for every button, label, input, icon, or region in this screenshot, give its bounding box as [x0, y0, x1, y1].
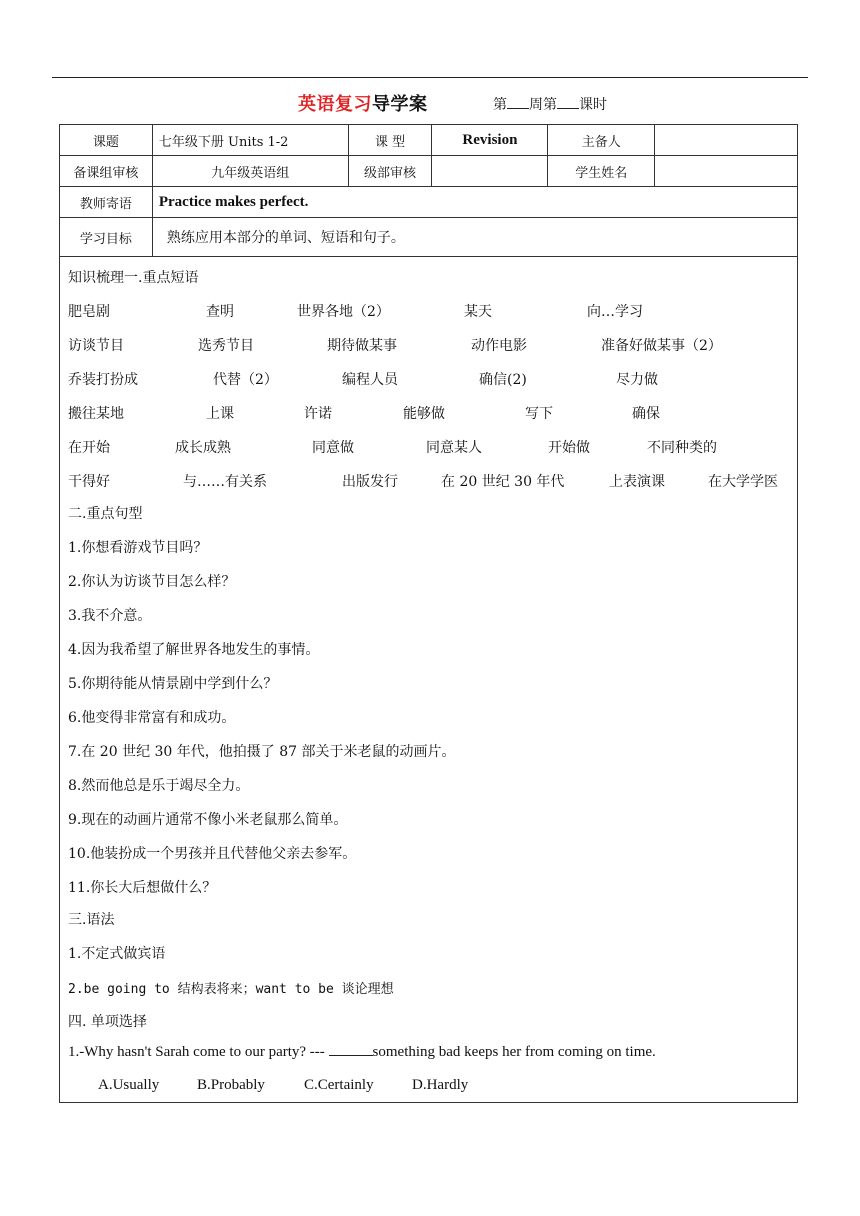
lesson-number: 第 周第 课时	[493, 97, 607, 113]
top-rule	[52, 77, 808, 78]
type-value: Revision	[432, 125, 548, 156]
question-stem: 1.-Why hasn't Sarah come to our party? --- something bad keeps her from coming on time.	[68, 1044, 656, 1060]
phrase-row	[60, 403, 797, 423]
phrase: 期待做某事	[327, 338, 397, 354]
phrase: 干得好	[68, 474, 110, 490]
question-options	[60, 1077, 797, 1097]
option-d: D.Hardly	[412, 1077, 469, 1093]
week-blank	[507, 96, 529, 109]
preparer-label: 主备人	[548, 125, 655, 156]
phrase: 访谈节目	[68, 338, 124, 354]
lesson-blank	[557, 96, 579, 109]
phrase: 在大学学医	[708, 474, 778, 490]
goal-label: 学习目标	[60, 218, 153, 257]
phrase: 上表演课	[609, 474, 665, 490]
sentence-item: 2.你认为访谈节目怎么样？	[68, 574, 236, 590]
phrase: 选秀节目	[198, 338, 254, 354]
phrase: 确信(2)	[479, 372, 527, 388]
grammar-item: 1.不定式做宾语	[68, 946, 166, 962]
sentence-item: 8.然而他总是乐于竭尽全力。	[68, 778, 250, 794]
phrase-row	[60, 471, 797, 491]
title-black: 导学案	[372, 94, 428, 115]
student-value	[655, 156, 798, 187]
content-box	[59, 257, 798, 1103]
phrase: 确保	[632, 406, 660, 422]
sentence-item: 9.现在的动画片通常不像小米老鼠那么简单。	[68, 812, 348, 828]
section-choice-title: 四. 单项选择	[68, 1014, 147, 1030]
goal-value: 熟练应用本部分的单词、短语和句子。	[152, 218, 797, 257]
phrase-row	[60, 369, 797, 389]
phrase: 编程人员	[342, 372, 398, 388]
sentence-item: 3.我不介意。	[68, 608, 152, 624]
phrase: 开始做	[548, 440, 590, 456]
phrase: 动作电影	[471, 338, 527, 354]
phrase: 查明	[206, 304, 234, 320]
page-title	[298, 90, 428, 116]
sentence-item: 4.因为我希望了解世界各地发生的事情。	[68, 642, 320, 658]
section-sentences-title: 二.重点句型	[68, 506, 143, 522]
phrase: 世界各地（2）	[297, 304, 390, 320]
level-value	[432, 156, 548, 187]
phrase: 不同种类的	[647, 440, 717, 456]
section-grammar-title: 三.语法	[68, 912, 115, 928]
sentence-item: 5.你期待能从情景剧中学到什么？	[68, 676, 278, 692]
answer-blank	[329, 1043, 373, 1056]
section-phrases-title: 知识梳理一.重点短语	[68, 270, 199, 286]
topic-label: 课题	[60, 125, 153, 156]
phrase: 乔装打扮成	[68, 372, 138, 388]
title-red: 英语复习	[298, 94, 372, 115]
phrase: 向…学习	[587, 304, 643, 320]
phrase: 在 20 世纪 30 年代	[441, 474, 565, 490]
phrase-row	[60, 437, 797, 457]
phrase: 尽力做	[616, 372, 658, 388]
review-value: 九年级英语组	[152, 156, 348, 187]
sentence-item: 10.他装扮成一个男孩并且代替他父亲去参军。	[68, 846, 357, 862]
phrase: 同意做	[312, 440, 354, 456]
student-label: 学生姓名	[548, 156, 655, 187]
title-line	[0, 90, 860, 116]
phrase: 成长成熟	[175, 440, 231, 456]
phrase: 肥皂剧	[68, 304, 110, 320]
sentence-item: 1.你想看游戏节目吗？	[68, 540, 208, 556]
option-b: B.Probably	[197, 1077, 265, 1093]
sentence-item: 11.你长大后想做什么？	[68, 880, 217, 896]
phrase: 出版发行	[342, 474, 398, 490]
phrase: 能够做	[403, 406, 445, 422]
type-label: 课 型	[348, 125, 432, 156]
grammar-item: 2.be going to 结构表将来；want to be 谈论理想	[68, 982, 394, 997]
phrase: 在开始	[68, 440, 110, 456]
phrase: 搬往某地	[68, 406, 124, 422]
info-table	[59, 124, 798, 257]
option-c: C.Certainly	[304, 1077, 374, 1093]
phrase-row	[60, 301, 797, 321]
review-label: 备课组审核	[60, 156, 153, 187]
phrase: 写下	[525, 406, 553, 422]
phrase: 许诺	[304, 406, 332, 422]
phrase: 上课	[206, 406, 234, 422]
phrase: 代替（2）	[213, 372, 278, 388]
phrase: 某天	[464, 304, 492, 320]
option-a: A.Usually	[98, 1077, 160, 1093]
phrase: 与……有关系	[183, 474, 267, 490]
motto-value: Practice makes perfect.	[152, 187, 797, 218]
phrase: 同意某人	[426, 440, 482, 456]
phrase-row	[60, 335, 797, 355]
level-label: 级部审核	[348, 156, 432, 187]
motto-label: 教师寄语	[60, 187, 153, 218]
sentence-item: 7.在 20 世纪 30 年代，他拍摄了 87 部关于米老鼠的动画片。	[68, 744, 456, 760]
topic-value: 七年级下册 Units 1-2	[152, 125, 348, 156]
preparer-value	[655, 125, 798, 156]
phrase: 准备好做某事（2）	[601, 338, 722, 354]
sentence-item: 6.他变得非常富有和成功。	[68, 710, 236, 726]
